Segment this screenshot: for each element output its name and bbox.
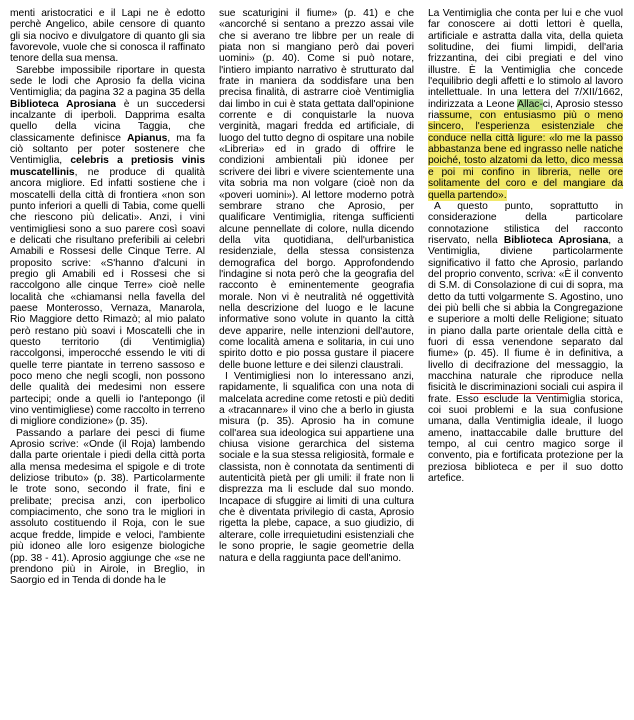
column-2	[219, 8, 414, 712]
paragraph: menti aristocratici e il Lapi ne è edotto perchè Angelico, abile censore di quanto gli sia nocivo e divulgatore di quanto gli sia favorevole, vuole che si conosca il raffinato tenore della sua mensa.	[10, 8, 205, 65]
paragraph: A questo punto, soprattutto in considerazione della particolare connotazione stilistica del racconto riservato, nella Biblioteca Aprosiana, a Ventimiglia, diviene particolarmente significativo il fatto che Aprosio, parlando del proprio convento, scriva: «È il convento di S.M. di Consolazione di cui di sopra, ma detto da tutti volgarmente S. Agostino, uno dei più belli che si abbia la Congregazione e superiore a molti delle Religione; situato in piano dalla parte orientale della città e fuori di essa venendone separato dal fiume» (p. 45). Il fiume è in definitiva, a livello di decifrazione del messaggio, la macchina naturale che riproduce nella fisicità le discriminazioni sociali cui aspira il frate. Esso esclude la Ventimiglia storica, coi suoi problemi e la sua confusione umana, dalla Ventimiglia ideale, il luogo ameno, inattaccabile dalle brutture del tempo, al cui centro magico sorge il convento, pia e fortificata protezione per la preziosa biblioteca e per il suo dotto artefice.	[428, 200, 623, 485]
paragraph: I Ventimigliesi non lo interessano anzi, rapidamente, li squalifica con una nota di malcelata acredine come retosti e più dediti a «tracannare» il vino che a berlo in giusta misura (p. 35). Aprosio ha in comune coll'area sua ideologica sui appartiene una chiusa visione gerarchica del sistema sociale e la sua stessa religiosità, formale e classista, non è connotata da sentimenti di autenticità pietà per gli umili: il frate non li disprezza ma li esclude dal suo mondo. Incapace di sfuggire ai limiti di una cultura che è diventata privilegio di casta, Aprosio rigetta la plebe, capace, a suo giudizio, di alterare, colle irrequietudini esistenziali che le sono proprie, le sagie geometrie della natura e della raggiunta pace dell'animo.	[219, 371, 414, 564]
highlighted-text-green: Allac-	[517, 98, 543, 110]
text-columns	[10, 8, 624, 712]
underlined-text-red: discriminazioni sociali	[470, 382, 569, 394]
latin-phrase: celebris a pretiosis vinis muscatellinis	[10, 155, 206, 178]
latin-term: Apianus	[127, 132, 168, 144]
paragraph: Passando a parlare dei pesci di fiume Aprosio scrive: «Onde (il Roja) lambendo dalla parte orientale i piedi della città porta alla mensa medesima el spigole e di trote deliziose tributo» (p. 38). Particolarmente le trote sono, secondo il frate, fini e prelibate; precisa anzi, con iperbolico compiacimento, che sono tra le migliori in assoluto costituendo il Roja, con le sue acque fredde, limpide e veloci, l'ambiente più idoneo alle loro esigenze biologiche (pp. 38 - 41). Aprosio aggiunge che «se ne prendono più in Airole, in Breglio, in Saorgio ed in Tenda di donde ha le	[10, 427, 205, 587]
paragraph: sue scaturigini il fiume» (p. 41) e che «ancorché si sentano a prezzo assai vile che si averano tre libbre per un reale di piata non si mangiano però dai poveri uomini» (p. 40). Come si può notare, l'intiero impianto narrativo è strutturato dal frate in maniera da soddisfare una ben precisa finalità, di astrarre cioè Ventimiglia dai limbo in cui è stata gettata dall'opinione corrente e di conquistarle la nuova verginità, magari fredda ed artificiale, di luogo del tutto degno di ospitare una nobile «Libreria» ed in grado di offrire le condizioni ambientali più idonee per scrivere dei libri e vivere scientemente una vita sobria ma non volgare (cioè non da «poveri uomini»). Al lettore moderno potrà sembrare strano che Aprosio, per qualificare Ventimiglia, ritenga sufficienti alcune pennellate di colore, nulla dicendo della vita quotidiana, dell'urbanistica residenziale, della stessa consistenza demografica del borgo. Approfondendo l'indagine si nota però che la geografia del racconto è eminentemente geografia morale. Non vi è neutralità né oggettività nella descrizione del luogo e le lacune informative sono volute in quanto la città deve apparire, nelle intenzioni dell'autore, come località amena e solitaria, in cui uno spirito dotto e pio possa gustare il piacere delle buone letture e dei silenzi claustrali.	[219, 8, 414, 371]
column-1	[10, 8, 205, 712]
column-3	[428, 8, 623, 712]
paragraph: Sarebbe impossibile riportare in questa sede le lodi che Aprosio fa della vicina Ventimiglia; da pagina 32 a pagina 35 della Biblioteca Aprosiana è un succedersi incalzante di iperboli. Dapprima esalta quello della vicina Taggia, che classicamente definisce Apianus, ma fa ciò soltanto per poter sostenere che Ventimiglia, celebris a pretiosis vinis muscatellinis, ne produce di qualità ancora migliore. Ed infatti sostiene che i moscatelli della città di frontiera «non son punto inferiori a quelli di Tabia, come quelli che riescono più delicati». Anzi, i vini ventimigliesi sono a suo parere così soavi e delicati che risultano preferibili ai celebri Amabili e Rossesi delle Cinque Terre. Al proposito scrive: «S'hanno d'alcuni in pregio gli Amabili ed i Rossesi che si raccolgono alle cinque Terre» cioè nelle località che «chiamansi nella favella del paese Monterosso, Vernaza, Manarola, Rio Maggiore detto Rimazò; al mio palato però restano più soavi i Moscatelli che in questo territorio (di Ventimiglia) raccolgonsi, imperocché essendo le viti di quelle terre piantate in terreno sassoso e poco meno che negli scogli, non possono delle qualità dei medesimi non essere partecipi; onde a quelli io l'antepongo (il vino ventimigliese) come raccolto in terreno di migliore condizione» (p. 35).	[10, 64, 206, 428]
work-title: Biblioteca Aprosiana	[10, 98, 116, 110]
work-title: Biblioteca Aprosiana	[503, 234, 609, 246]
highlighted-text-yellow: ssume, con entusiasmo più o meno sincero, l'esperienza esistenziale che conduce nella città ligure: «lo me la passo abbastanza bene ed ingrasso nelle natiche poiché, tosto alzatomi da letto, dico messa e poi mi confino in libreria, nelle ore solitamente del coro e del mangiare da quella partendo».	[428, 110, 623, 201]
paragraph: La Ventimiglia che conta per lui e che vuol far conoscere ai dotti lettori è quella, artificiale e astratta dalla vita, della quieta solitudine, dei fiumi limpidi, dell'aria frizzantina, dei cibi pregiati e del vino illustre. È la Ventimiglia che concede l'equilibrio degli affetti e lo stimolo al lavoro intellettuale. In una lettera del 7/XII/1662, indirizzata a Leone Allac-ci, Aprosio stesso riassume, con entusiasmo più o meno sincero, l'esperienza esistenziale che conduce nella città ligure: «lo me la passo abbastanza bene ed ingrasso nelle natiche poiché, tosto alzatomi da letto, dico messa e poi mi confino in libreria, nelle ore solitamente del coro e del mangiare da quella partendo».	[428, 8, 623, 201]
